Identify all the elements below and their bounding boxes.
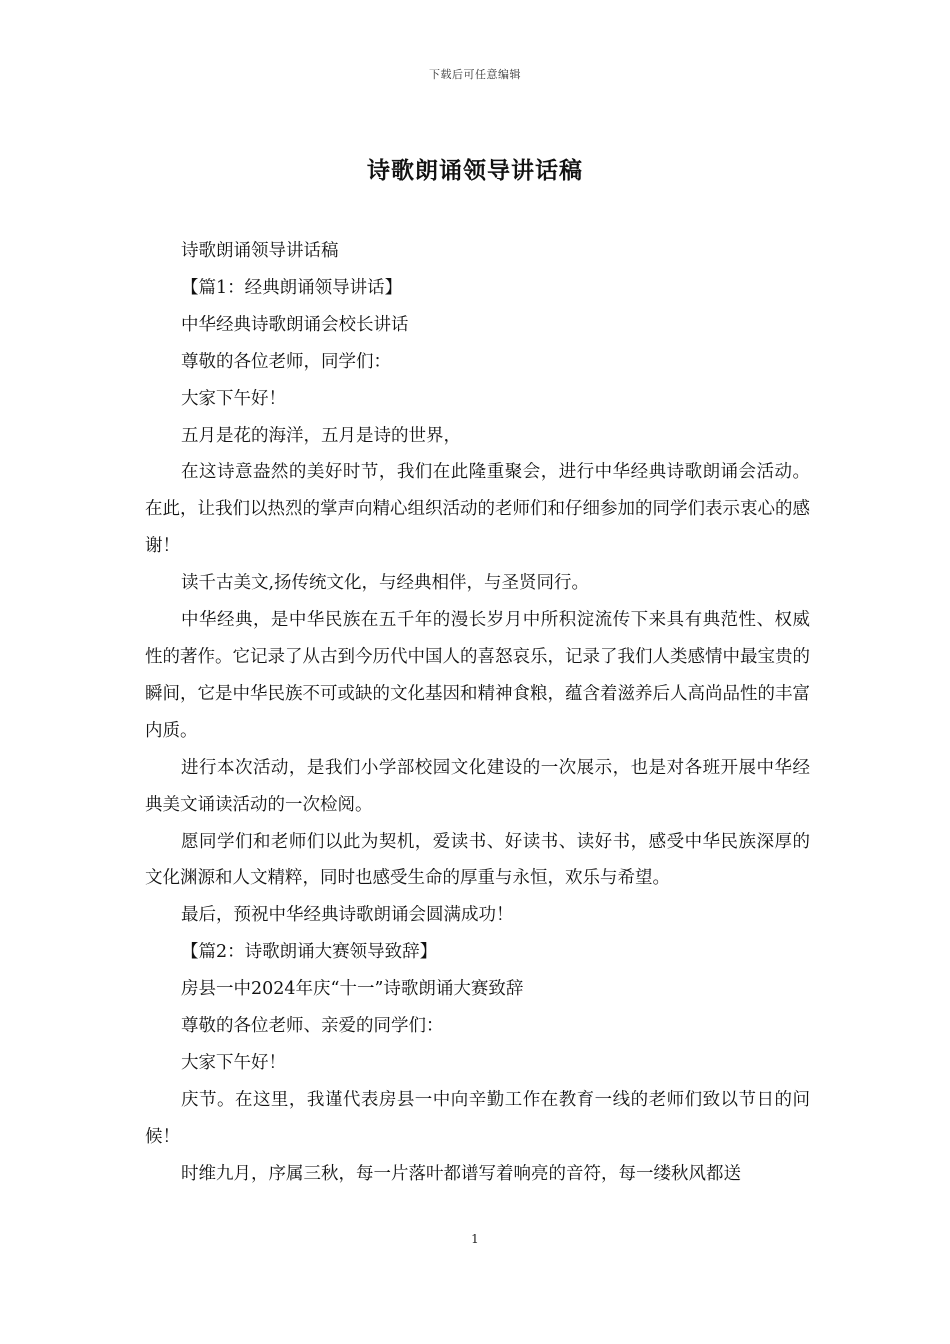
paragraph: 大家下午好！ [181,388,286,409]
section-heading: 【篇1：经典朗诵领导讲话】 [181,277,403,298]
paragraph: 大家下午好！ [181,1052,286,1073]
paragraph: 愿同学们和老师们以此为契机，爱读书、好读书、读好书，感受中华民族深厚的文化渊源和人文精粹，同时也感受生命的厚重与永恒，欢乐与希望。 [145,831,810,889]
section-heading: 【篇2：诗歌朗诵大赛领导致辞】 [181,942,438,963]
paragraph: 进行本次活动，是我们小学部校园文化建设的一次展示，也是对各班开展中华经典美文诵读活动的一次检阅。 [145,757,810,815]
paragraph: 在这诗意盎然的美好时节，我们在此隆重聚会，进行中华经典诗歌朗诵会活动。在此，让我们以热烈的掌声向精心组织活动的老师们和仔细参加的同学们表示衷心的感谢！ [145,462,810,557]
header-note: 下载后可任意编辑 [429,68,521,81]
paragraph: 中华经典，是中华民族在五千年的漫长岁月中所积淀流传下来具有典范性、权威性的著作。它记录了从古到今历代中国人的喜怒哀乐，记录了我们人类感情中最宝贵的瞬间，它是中华民族不可或缺的文化基因和精神食粮，蕴含着滋养后人高尚品性的丰富内质。 [145,610,810,741]
paragraph: 庆节。在这里，我谨代表房县一中向辛勤工作在教育一线的老师们致以节日的问候！ [145,1089,810,1147]
paragraph: 房县一中2024年庆“十一”诗歌朗诵大赛致辞 [181,979,524,1000]
paragraph: 中华经典诗歌朗诵会校长讲话 [181,314,409,335]
paragraph: 诗歌朗诵领导讲话稿 [181,241,339,261]
document-title: 诗歌朗诵领导讲话稿 [367,157,583,184]
paragraph: 尊敬的各位老师、亲爱的同学们： [181,1016,444,1037]
paragraph: 读千古美文,扬传统文化，与经典相伴，与圣贤同行。 [181,573,590,594]
paragraph: 尊敬的各位老师，同学们： [181,351,391,372]
page-number: 1 [471,1232,479,1246]
document-body [145,233,810,1193]
paragraph: 时维九月，序属三秋，每一片落叶都谱写着响亮的音符，每一缕秋风都送 [181,1163,741,1184]
paragraph: 最后，预祝中华经典诗歌朗诵会圆满成功！ [181,905,514,926]
paragraph: 五月是花的海洋，五月是诗的世界， [181,425,461,446]
